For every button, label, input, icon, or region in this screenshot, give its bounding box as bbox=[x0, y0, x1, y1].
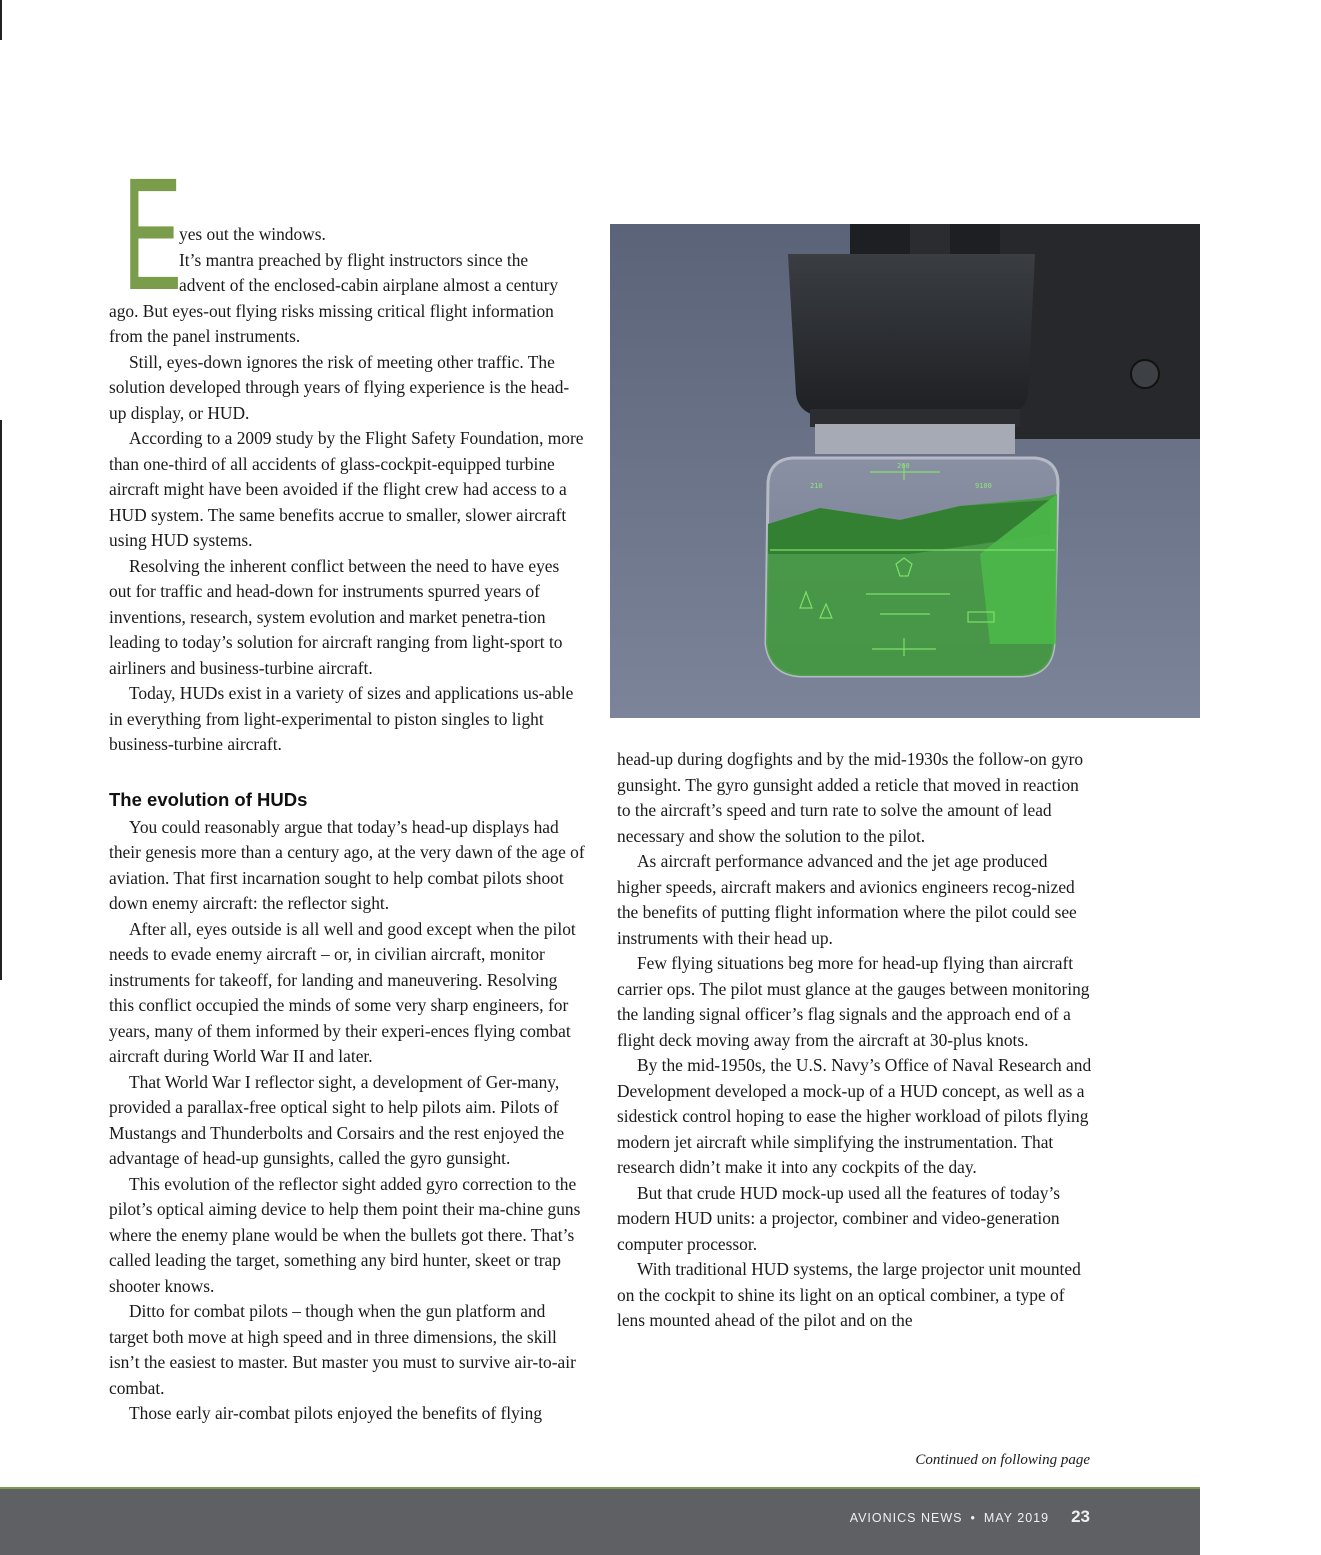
article-column-left bbox=[109, 144, 585, 1427]
body-paragraph: By the mid-1950s, the U.S. Navy’s Office of Naval Research and Development developed a mock-up of a HUD concept, as well as a sidestick control hoping to ease the higher workload of pilots flying modern jet aircraft while simplifying the instrumentation. That research didn’t make it into any cockpits of the day. bbox=[617, 1055, 1092, 1177]
footer-folio bbox=[850, 1507, 1090, 1527]
lead-line: yes out the windows. bbox=[179, 224, 326, 244]
body-paragraph: Those early air-combat pilots enjoyed the benefits of flying bbox=[129, 1403, 543, 1423]
body-paragraph: With traditional HUD systems, the large projector unit mounted on the cockpit to shine its light on an optical combiner, a type of lens mounted ahead of the pilot and on the bbox=[617, 1259, 1081, 1330]
article-intro bbox=[109, 144, 585, 350]
continued-note: Continued on following page bbox=[915, 1452, 1090, 1468]
adjust-knob bbox=[1131, 360, 1159, 388]
lead-paragraph: advent of the enclosed-cabin airplane almost a century ago. But eyes-out flying risks missing critical flight information from the panel instruments. bbox=[109, 275, 559, 346]
page-number: 23 bbox=[1071, 1507, 1090, 1526]
publication-name: AVIONICS NEWS bbox=[849, 1511, 963, 1525]
lead-paragraph-start: It’s mantra preached by flight instructors since the bbox=[179, 249, 529, 270]
page-edge-mark bbox=[0, 0, 2, 40]
hud-heading-readout: 260 bbox=[897, 462, 910, 470]
body-paragraph: Resolving the inherent conflict between the need to have eyes out for traffic and head-down for instruments spurred years of inventions, research, system evolution and market penetra-tion leading to today’s solution for aircraft ranging from light-sport to airliners and business-turbine aircraft. bbox=[109, 555, 563, 678]
hud-altitude-readout: 9100 bbox=[975, 482, 992, 490]
caption-line: HGS-3500 bbox=[1241, 503, 1305, 518]
photo-caption bbox=[1241, 466, 1321, 520]
body-paragraph: This evolution of the reflector sight added gyro correction to the pilot’s optical aiming device to help them point their ma-chine guns where the enemy plane would be when the bullets got there. That’s called leading the target, something any bird hunter, skeet or trap shooter knows. bbox=[109, 1173, 581, 1296]
body-paragraph: According to a 2009 study by the Flight Safety Foundation, more than one-third of all accidents of glass-cockpit-equipped turbine aircraft might have been avoided if the flight crew had access to a HUD system. The same benefits accrue to smaller, slower aircraft using HUD systems. bbox=[109, 428, 584, 550]
page-footer bbox=[0, 1487, 1200, 1555]
body-paragraph: head-up during dogfights and by the mid-1930s the follow-on gyro gunsight. The gyro gunsight added a reticle that moved in reaction to the aircraft’s speed and turn rate to solve the amount of lead necessary and show the solution to the pilot. bbox=[617, 749, 1084, 846]
body-paragraph: Today, HUDs exist in a variety of sizes and applications us-able in everything from light-experimental to piston singles to light business-turbine aircraft. bbox=[109, 683, 574, 754]
section-heading: The evolution of HUDs bbox=[109, 788, 308, 810]
caption-line: Collins Aerospace’s bbox=[1241, 467, 1321, 500]
projector-body bbox=[788, 254, 1035, 416]
hud-speed-readout: 210 bbox=[810, 482, 823, 490]
body-paragraph: But that crude HUD mock-up used all the features of today’s modern HUD units: a projector, combiner and video-generation computer processor. bbox=[617, 1182, 1061, 1254]
footer-separator: • bbox=[970, 1511, 976, 1525]
body-paragraph: You could reasonably argue that today’s head-up displays had their genesis more than a century ago, at the very dawn of the age of aviation. That first incarnation sought to help combat pilots shoot down enemy aircraft: the reflector sight. bbox=[109, 816, 585, 913]
hud-photo bbox=[610, 224, 1321, 718]
page-edge-mark bbox=[0, 420, 2, 980]
body-paragraph: Few flying situations beg more for head-up flying than aircraft carrier ops. The pilot must glance at the gauges between monitoring the landing signal officer’s flag signals and the approach end of a flight deck moving away from the aircraft at 30-plus knots. bbox=[617, 953, 1090, 1050]
combiner-frame bbox=[815, 424, 1015, 454]
body-paragraph: Still, eyes-down ignores the risk of meeting other traffic. The solution developed through years of flying experience is the head-up display, or HUD. bbox=[109, 351, 570, 423]
body-paragraph: That World War I reflector sight, a development of Ger-many, provided a parallax-free optical sight to help pilots aim. Pilots of Mustangs and Thunderbolts and Corsairs and the rest enjoyed the advantage of head-up gunsights, called the gyro gunsight. bbox=[109, 1071, 565, 1168]
body-paragraph: After all, eyes outside is all well and good except when the pilot needs to evade enemy aircraft – or, in civilian aircraft, monitor instruments for takeoff, for landing and maneuvering. Resolving this conflict occupied the minds of some very sharp engineers, for years, many of them informed by their experi-ences flying combat aircraft during World War II and later. bbox=[109, 918, 576, 1066]
issue-date: MAY 2019 bbox=[983, 1511, 1050, 1525]
hud-photo-illustration bbox=[610, 224, 1200, 718]
body-paragraph: Ditto for combat pilots – though when the gun platform and target both move at high speed and in three dimensions, the skill isn’t the easiest to master. But master you must to survive air-to-air combat. bbox=[109, 1301, 576, 1398]
drop-cap: E bbox=[123, 144, 180, 323]
body-paragraph: As aircraft performance advanced and the jet age produced higher speeds, aircraft makers and avionics engineers recog-nized the benefits of putting flight information where the pilot could see instruments with their head up. bbox=[617, 851, 1077, 948]
article-column-right bbox=[617, 747, 1095, 1334]
